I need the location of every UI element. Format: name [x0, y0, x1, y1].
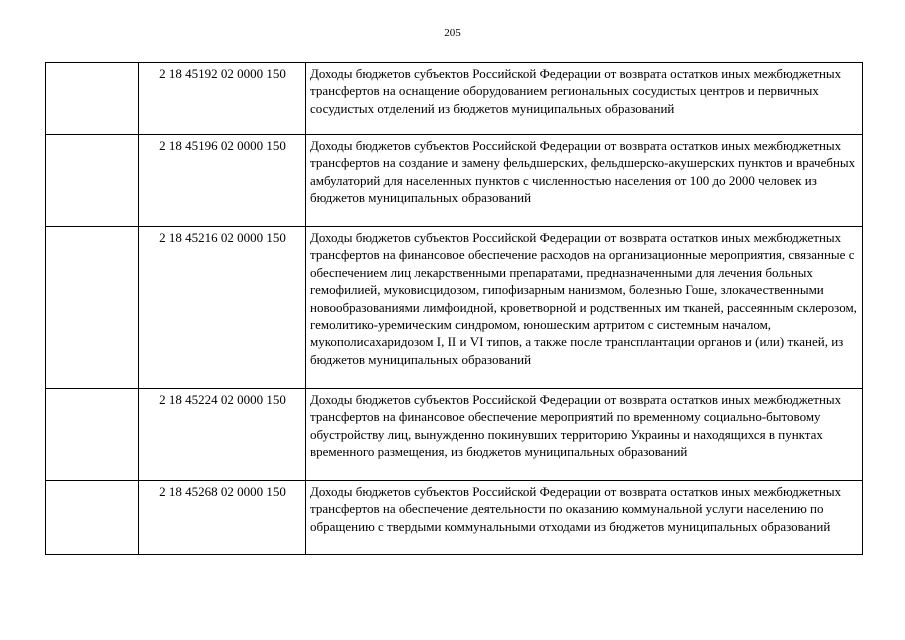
revenue-description: Доходы бюджетов субъектов Российской Федерации от возврата остатков иных межбюджетных трансфертов на финансовое обеспечение расходов на организационные мероприятия, связанные с обеспечением лиц лекарственными препаратами, предназначенными для лечения больных гемофилией, муковисцидозом, гипофизарным нанизмом, болезнью Гоше, злокачественными новообразованиями лимфоидной, кроветворной и родственных им тканей, рассеянным склерозом, гемолитико-уремическим синдромом, юношеским артритом с системным началом, мукополисахаридозом I, II и VI типов, а также после трансплантации органов и (или) тканей, из бюджетов муниципальных образований [306, 227, 863, 389]
row-empty-cell [46, 389, 139, 481]
revenue-code: 2 18 45268 02 0000 150 [139, 481, 306, 555]
table-row [46, 481, 863, 555]
revenue-description: Доходы бюджетов субъектов Российской Федерации от возврата остатков иных межбюджетных трансфертов на финансовое обеспечение мероприятий по временному социально-бытовому обустройству лиц, вынужденно покинувших территорию Украины и находящихся в пунктах временного размещения, из бюджетов муниципальных образований [306, 389, 863, 481]
table-row [46, 135, 863, 227]
row-empty-cell [46, 135, 139, 227]
page-number: 205 [444, 27, 461, 39]
revenue-code: 2 18 45196 02 0000 150 [139, 135, 306, 227]
row-empty-cell [46, 63, 139, 135]
revenue-description: Доходы бюджетов субъектов Российской Федерации от возврата остатков иных межбюджетных трансфертов на обеспечение деятельности по оказанию коммунальной услуги населению по обращению с твердыми коммунальными отходами из бюджетов муниципальных образований [306, 481, 863, 555]
table-row [46, 63, 863, 135]
table-row [46, 227, 863, 389]
row-empty-cell [46, 481, 139, 555]
revenue-code: 2 18 45192 02 0000 150 [139, 63, 306, 135]
table-row [46, 389, 863, 481]
row-empty-cell [46, 227, 139, 389]
revenue-code: 2 18 45224 02 0000 150 [139, 389, 306, 481]
revenue-codes-table [45, 62, 863, 555]
revenue-description: Доходы бюджетов субъектов Российской Федерации от возврата остатков иных межбюджетных трансфертов на создание и замену фельдшерских, фельдшерско-акушерских пунктов и врачебных амбулаторий для населенных пунктов с численностью населения от 100 до 2000 человек из бюджетов муниципальных образований [306, 135, 863, 227]
revenue-description: Доходы бюджетов субъектов Российской Федерации от возврата остатков иных межбюджетных трансфертов на оснащение оборудованием региональных сосудистых центров и первичных сосудистых отделений из бюджетов муниципальных образований [306, 63, 863, 135]
revenue-code: 2 18 45216 02 0000 150 [139, 227, 306, 389]
